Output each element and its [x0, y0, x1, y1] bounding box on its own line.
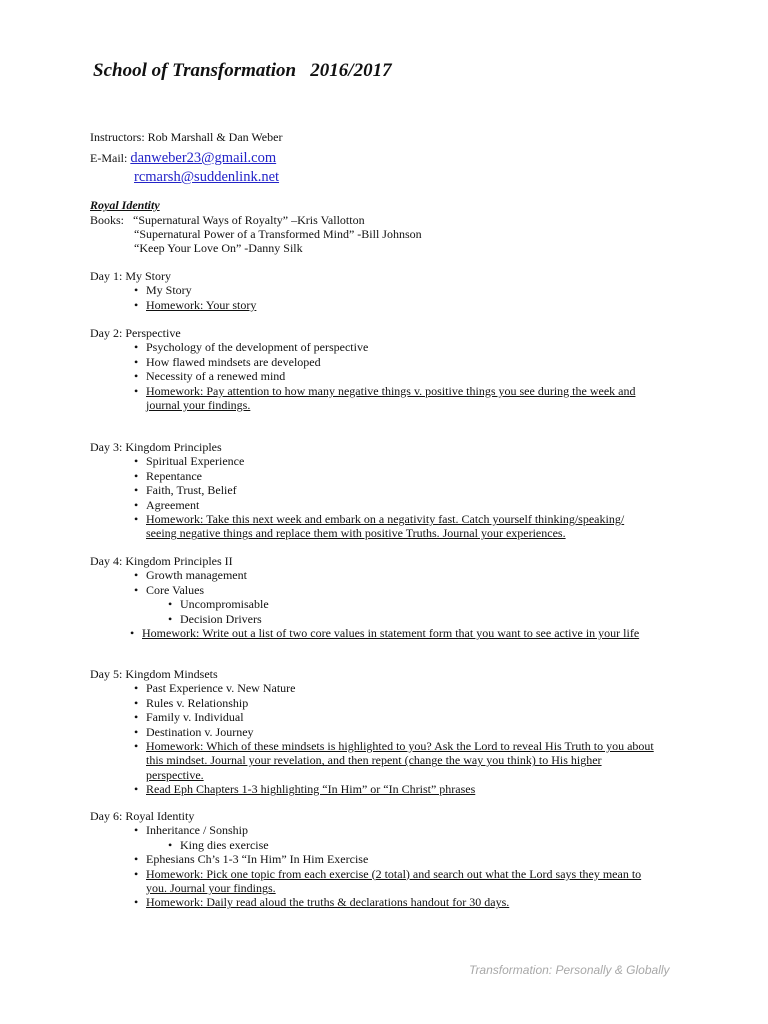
list-item: • Psychology of the development of perspective	[134, 340, 656, 354]
books-list	[90, 213, 422, 255]
list-item: • How flawed mindsets are developed	[134, 355, 656, 369]
homework-text: Homework: Write out a list of two core values in statement form that you want to see active in your life	[142, 626, 640, 641]
email-link-dan[interactable]: danweber23@gmail.com	[130, 150, 277, 166]
list-item	[134, 298, 256, 312]
document-title: School of Transformation 2016/2017	[93, 60, 392, 81]
list-item-label: Core Values	[146, 582, 205, 597]
homework-text: Homework: Your story	[146, 297, 257, 312]
homework-text: • Homework: Which of these mindsets is highlighted to you? Ask the Lord to reveal His Truth to you about this mindset. Journal your revelation, and then repent (change the way you think) to His higher perspective.	[146, 739, 654, 782]
list-item: • Repentance	[134, 469, 656, 483]
list-item-label: Inheritance / Sonship	[146, 823, 248, 838]
list-item: • Past Experience v. New Nature	[134, 681, 656, 695]
list-item: • Destination v. Journey	[134, 725, 656, 739]
book-1: “Supernatural Ways of Royalty” –Kris Vallotton	[133, 213, 365, 227]
email-label: E-Mail:	[90, 151, 128, 165]
sub-list-item: • King dies exercise	[168, 838, 656, 852]
email-row-2	[134, 169, 279, 186]
list-item: • Family v. Individual	[134, 710, 656, 724]
day-heading: Day 5: Kingdom Mindsets	[90, 667, 218, 681]
email-link-rob[interactable]: rcmarsh@suddenlink.net	[134, 169, 280, 185]
list-item: • Faith, Trust, Belief	[134, 483, 656, 497]
list-item	[134, 895, 656, 909]
list-item	[134, 384, 656, 413]
homework-text: • Homework: Take this next week and embark on a negativity fast. Catch yourself thinking/speaking/ seeing negative things and replace them with positive Truths. Journal your experiences.	[146, 512, 625, 541]
homework-text: • Homework: Pay attention to how many negative things v. positive things you see during the week and journal your findings.	[146, 383, 636, 413]
day-3-section	[90, 440, 656, 541]
homework-text: Homework: Daily read aloud the truths & declarations handout for 30 days.	[146, 895, 510, 910]
footer-tagline: Transformation: Personally & Globally	[469, 963, 670, 977]
instructors-line: Instructors: Rob Marshall & Dan Weber	[90, 130, 283, 144]
day-6-section	[90, 809, 656, 910]
list-item: • Spiritual Experience	[134, 454, 656, 468]
day-heading: Day 1: My Story	[90, 269, 171, 283]
day-heading: Day 6: Royal Identity	[90, 809, 195, 823]
day-heading: Day 3: Kingdom Principles	[90, 440, 222, 454]
day-5-section	[90, 667, 656, 797]
day-heading: Day 2: Perspective	[90, 326, 181, 340]
day-1-section	[90, 269, 256, 312]
homework-text: • Homework: Pick one topic from each exercise (2 total) and search out what the Lord says they mean to you. Journal your findings.	[146, 866, 642, 896]
sub-list-item: • Uncompromisable	[168, 597, 639, 611]
list-item: • Growth management	[134, 568, 639, 582]
list-item: • Necessity of a renewed mind	[134, 369, 656, 383]
course-title: Royal Identity	[90, 198, 160, 212]
list-item	[134, 583, 639, 626]
list-item	[134, 512, 656, 541]
homework-text: Read Eph Chapters 1-3 highlighting “In Him” or “In Christ” phrases	[146, 782, 476, 797]
day-heading: Day 4: Kingdom Principles II	[90, 554, 233, 568]
sub-list-item: • Decision Drivers	[168, 612, 639, 626]
list-item	[134, 823, 656, 852]
list-item: • Rules v. Relationship	[134, 696, 656, 710]
book-3: “Keep Your Love On” -Danny Silk	[134, 241, 303, 255]
list-item	[134, 782, 656, 796]
list-item	[134, 739, 656, 782]
day-2-section	[90, 326, 656, 412]
list-item	[130, 626, 639, 640]
list-item	[134, 867, 656, 896]
list-item: • Agreement	[134, 498, 656, 512]
list-item: • My Story	[134, 283, 256, 297]
email-row-1	[90, 150, 276, 167]
book-2: “Supernatural Power of a Transformed Mind” -Bill Johnson	[134, 227, 422, 241]
day-4-section	[90, 554, 639, 640]
list-item: • Ephesians Ch’s 1-3 “In Him” In Him Exercise	[134, 852, 656, 866]
books-label: Books:	[90, 213, 125, 227]
